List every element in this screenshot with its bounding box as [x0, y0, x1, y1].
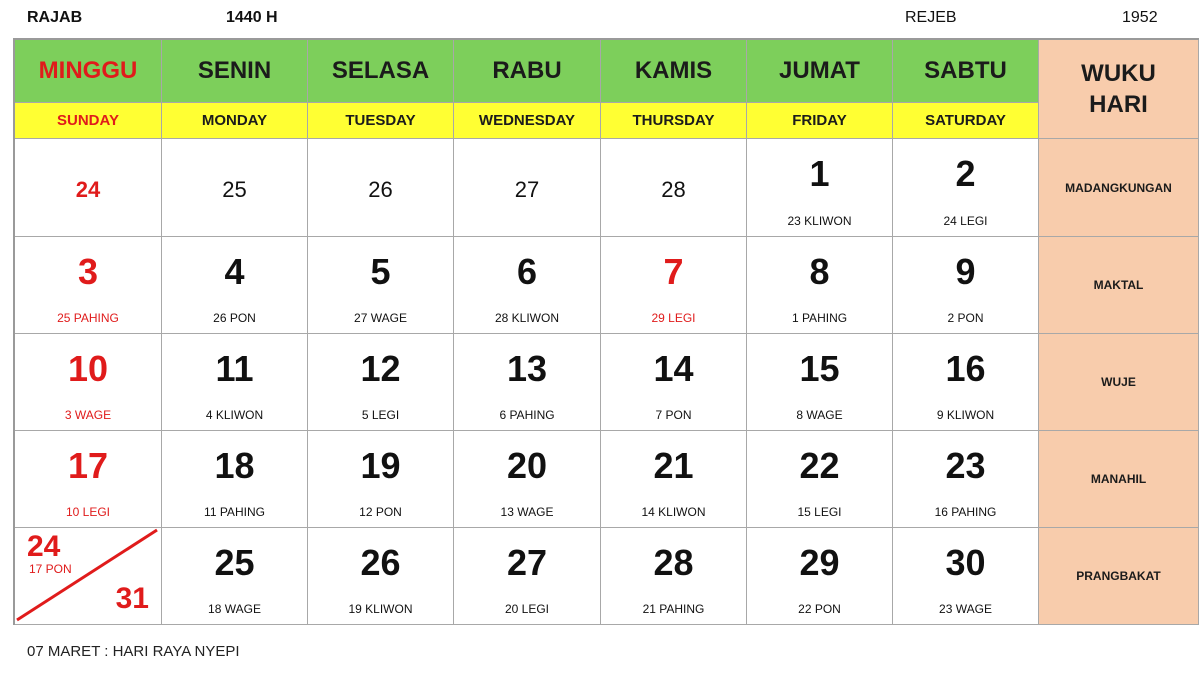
- date-cell[interactable]: [747, 528, 893, 625]
- day-header-saturday: SABTU: [893, 40, 1039, 103]
- pasaran-label: 12 PON: [359, 505, 402, 519]
- pasaran-label: 19 KLIWON: [348, 602, 413, 616]
- day-header-en-sunday: SUNDAY: [15, 103, 162, 139]
- date-cell[interactable]: [162, 334, 308, 431]
- date-number: 17: [67, 445, 109, 486]
- day-header-en-friday: FRIDAY: [747, 103, 893, 139]
- date-cell[interactable]: [747, 237, 893, 334]
- calendar-top-bar: [0, 0, 1200, 36]
- date-number: 12: [360, 348, 401, 389]
- date-cell[interactable]: [15, 139, 162, 237]
- pasaran-label: 27 WAGE: [354, 311, 407, 325]
- day-header-en-tuesday: TUESDAY: [308, 103, 454, 139]
- javanese-year: 1952: [1122, 9, 1158, 26]
- pasaran-label: 10 LEGI: [65, 505, 111, 519]
- pasaran-label: 18 WAGE: [208, 602, 261, 616]
- date-number: 3: [77, 251, 99, 292]
- pasaran-label: 15 LEGI: [797, 505, 842, 519]
- date-number: 20: [506, 445, 548, 486]
- date-cell[interactable]: [893, 334, 1039, 431]
- wuku-name: MANAHIL: [1039, 431, 1199, 528]
- date-number: 16: [945, 348, 986, 389]
- split-date-cell[interactable]: [15, 528, 162, 625]
- day-header-en-thursday: THURSDAY: [601, 103, 747, 139]
- date-cell[interactable]: [601, 528, 747, 625]
- pasaran-label: 29 LEGI: [651, 311, 696, 325]
- hari-header-label: HARI: [1089, 91, 1148, 118]
- date-number: 2: [955, 153, 976, 194]
- pasaran-label: 4 KLIWON: [205, 408, 264, 422]
- day-header-monday: SENIN: [162, 40, 308, 103]
- date-number: 23: [945, 445, 986, 486]
- date-number: 13: [506, 348, 548, 389]
- pasaran-label: 1 PAHING: [791, 311, 848, 325]
- date-cell[interactable]: [162, 139, 308, 237]
- day-header-sunday: MINGGU: [15, 40, 162, 103]
- pasaran-label: 20 LEGI: [504, 602, 550, 616]
- day-header-en-monday: MONDAY: [162, 103, 308, 139]
- split-date-a: 24: [27, 530, 61, 563]
- date-cell[interactable]: [893, 237, 1039, 334]
- date-number: 25: [214, 542, 255, 583]
- date-cell[interactable]: [454, 334, 601, 431]
- hijri-year: 1440 H: [226, 9, 278, 26]
- day-header-tuesday: SELASA: [308, 40, 454, 103]
- date-number: 7: [663, 251, 684, 292]
- date-cell[interactable]: [601, 431, 747, 528]
- day-header-friday: JUMAT: [747, 40, 893, 103]
- wuku-hari-header: [1039, 40, 1199, 139]
- date-cell[interactable]: [747, 139, 893, 237]
- pasaran-label: 16 PAHING: [934, 505, 997, 519]
- wuku-name: MAKTAL: [1039, 237, 1199, 334]
- date-cell[interactable]: [454, 139, 601, 237]
- date-cell[interactable]: [601, 237, 747, 334]
- date-number: 28: [661, 177, 686, 202]
- date-number: 8: [809, 251, 830, 292]
- date-cell[interactable]: [747, 431, 893, 528]
- date-cell[interactable]: [308, 334, 454, 431]
- date-number: 5: [370, 251, 391, 292]
- wuku-header-label: WUKU: [1081, 60, 1156, 87]
- pasaran-label: 5 LEGI: [361, 408, 400, 422]
- pasaran-label: 23 KLIWON: [787, 214, 852, 228]
- javanese-month: REJEB: [905, 9, 957, 26]
- pasaran-label: 2 PON: [947, 311, 984, 325]
- date-number: 10: [67, 348, 109, 389]
- date-cell[interactable]: [308, 237, 454, 334]
- pasaran-label: 8 WAGE: [796, 408, 843, 422]
- date-cell[interactable]: [162, 528, 308, 625]
- date-cell[interactable]: [601, 334, 747, 431]
- date-number: 30: [945, 542, 986, 583]
- split-pasaran-a: 17 PON: [29, 562, 72, 576]
- pasaran-label: 11 PAHING: [204, 505, 265, 519]
- wuku-name: WUJE: [1039, 334, 1199, 431]
- date-number: 28: [653, 542, 694, 583]
- date-number: 24: [75, 177, 101, 202]
- date-number: 26: [368, 177, 393, 202]
- day-header-thursday: KAMIS: [601, 40, 747, 103]
- date-number: 29: [799, 542, 840, 583]
- date-number: 15: [799, 348, 840, 389]
- date-number: 27: [514, 177, 540, 202]
- pasaran-label: 28 KLIWON: [494, 311, 560, 325]
- pasaran-label: 24 LEGI: [943, 214, 988, 228]
- pasaran-label: 9 KLIWON: [936, 408, 995, 422]
- pasaran-label: 26 PON: [213, 311, 256, 325]
- pasaran-label: 7 PON: [655, 408, 692, 422]
- date-cell[interactable]: [308, 431, 454, 528]
- wuku-name: MADANGKUNGAN: [1039, 139, 1199, 237]
- date-number: 21: [653, 445, 694, 486]
- date-cell[interactable]: [893, 528, 1039, 625]
- hijri-month: RAJAB: [27, 9, 83, 26]
- holiday-note: 07 MARET : HARI RAYA NYEPI: [27, 643, 240, 660]
- date-cell[interactable]: [893, 139, 1039, 237]
- date-number: 22: [799, 445, 840, 486]
- date-cell[interactable]: [454, 431, 601, 528]
- date-number: 1: [809, 153, 830, 194]
- date-cell[interactable]: [601, 139, 747, 237]
- date-cell[interactable]: [162, 237, 308, 334]
- date-number: 26: [360, 542, 401, 583]
- date-number: 14: [653, 348, 694, 389]
- date-cell[interactable]: [893, 431, 1039, 528]
- pasaran-label: 14 KLIWON: [641, 505, 706, 519]
- date-cell[interactable]: [15, 237, 162, 334]
- date-number: 18: [214, 445, 255, 486]
- date-cell[interactable]: [747, 334, 893, 431]
- day-header-en-wednesday: WEDNESDAY: [454, 103, 601, 139]
- pasaran-label: 22 PON: [798, 602, 841, 616]
- pasaran-label: 21 PAHING: [642, 602, 705, 616]
- date-cell[interactable]: [308, 528, 454, 625]
- date-number: 9: [955, 251, 976, 292]
- date-cell[interactable]: [15, 431, 162, 528]
- date-number: 4: [224, 251, 245, 292]
- pasaran-label: 25 PAHING: [57, 311, 119, 325]
- calendar-grid: [13, 38, 1199, 625]
- pasaran-label: 6 PAHING: [499, 408, 555, 422]
- wuku-name: PRANGBAKAT: [1039, 528, 1199, 625]
- pasaran-label: 3 WAGE: [64, 408, 112, 422]
- date-number: 19: [360, 445, 401, 486]
- split-date-b: 31: [115, 582, 149, 615]
- date-cell[interactable]: [15, 334, 162, 431]
- pasaran-label: 13 WAGE: [500, 505, 554, 519]
- date-number: 27: [506, 542, 548, 583]
- date-cell[interactable]: [454, 528, 601, 625]
- date-cell[interactable]: [454, 237, 601, 334]
- date-number: 6: [516, 251, 538, 292]
- date-cell[interactable]: [308, 139, 454, 237]
- day-header-wednesday: RABU: [454, 40, 601, 103]
- day-header-en-saturday: SATURDAY: [893, 103, 1039, 139]
- date-cell[interactable]: [162, 431, 308, 528]
- pasaran-label: 23 WAGE: [939, 602, 992, 616]
- date-number: 25: [222, 177, 247, 202]
- date-number: 11: [215, 348, 254, 389]
